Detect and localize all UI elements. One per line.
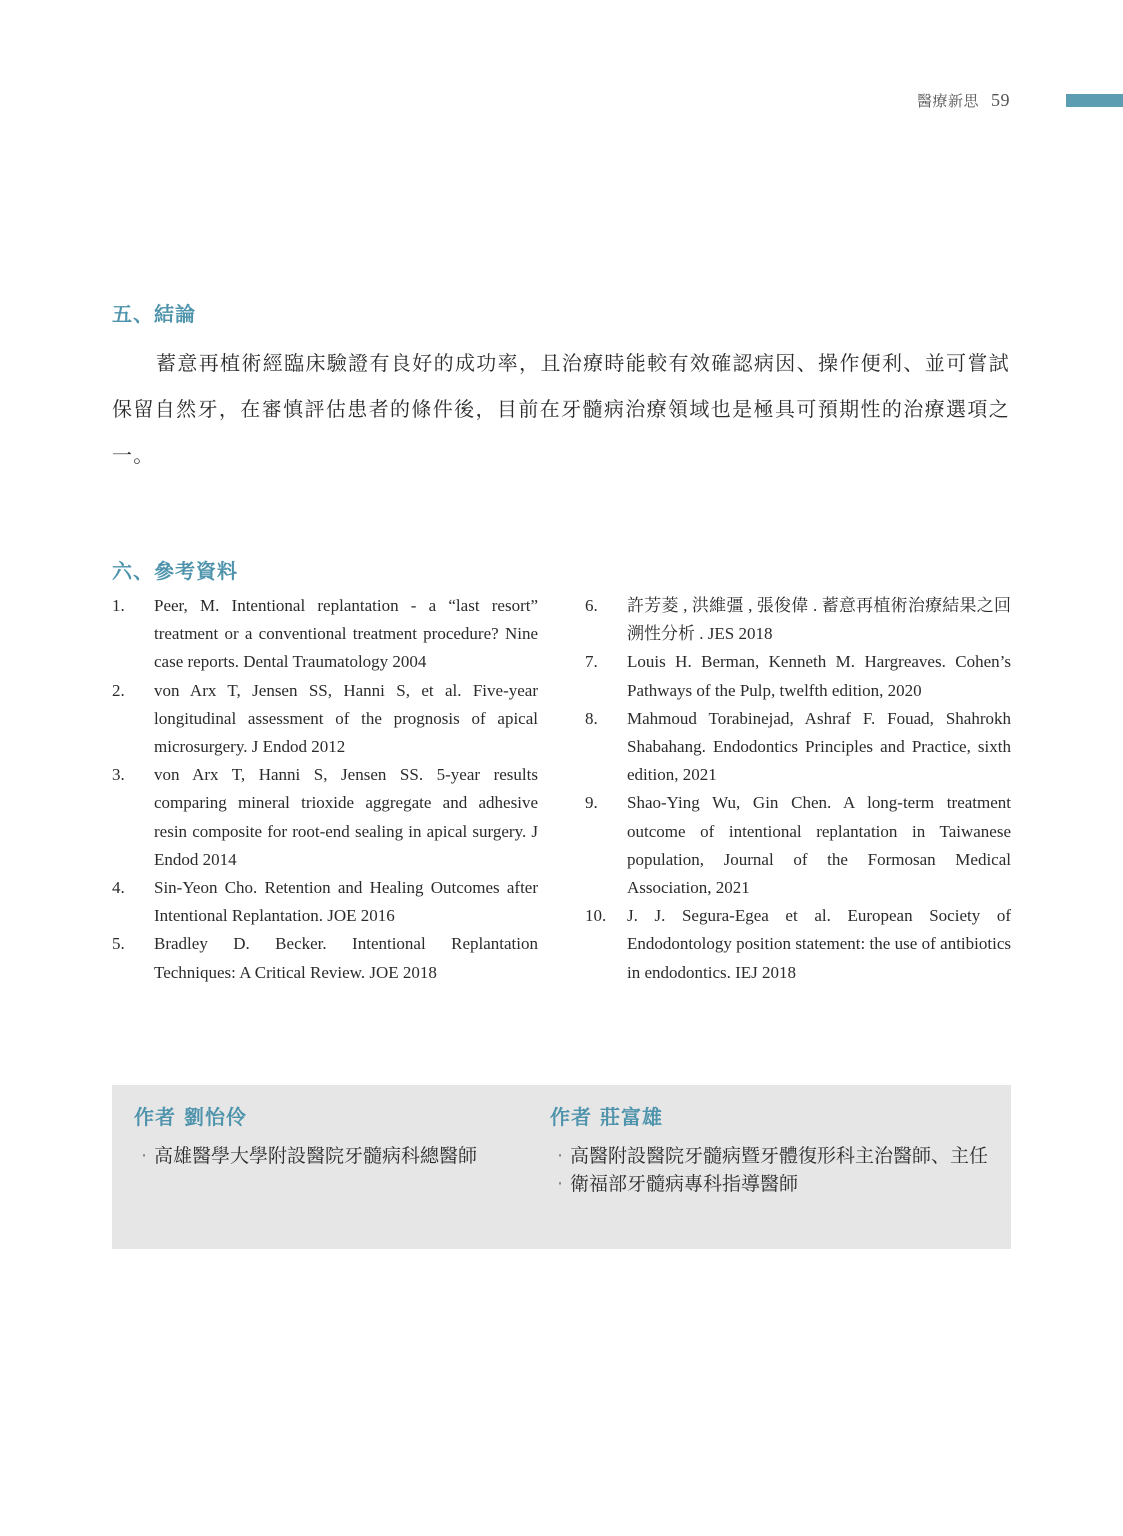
reference-text: Sin-Yeon Cho. Retention and Healing Outcomes after Intentional Replantation. JOE 2016: [154, 878, 538, 926]
author-title: 衛福部牙髓病專科指導醫師: [570, 1173, 799, 1195]
author-name: 作者 劉怡伶: [134, 1105, 247, 1129]
author-1: [134, 1101, 534, 1170]
author-title-item: [550, 1142, 1000, 1170]
conclusion-paragraph: 蓄意再植術經臨床驗證有良好的成功率，且治療時能較有效確認病因、操作便利、並可嘗試保留自然牙，在審慎評估患者的條件後，目前在牙髓病治療領域也是極具可預期性的治療選項之一。: [112, 351, 1010, 467]
reference-number: 8.: [585, 708, 598, 728]
reference-number: 6.: [585, 596, 598, 615]
reference-text: Shao-Ying Wu, Gin Chen. A long-term treatment outcome of intentional replantation in Taiwanese population, Journal of the Formosan Medical Association, 2021: [627, 793, 1011, 898]
reference-text: J. J. Segura-Egea et al. European Society of Endodontology position statement: the use of antibiotics in endodontics. IEJ 2018: [627, 906, 1011, 982]
conclusion-heading: 五、結論: [112, 302, 196, 326]
conclusion-body: [112, 340, 1010, 478]
reference-item: [585, 705, 1011, 790]
references-heading: 六、參考資料: [112, 559, 238, 583]
reference-text: von Arx T, Hanni S, Jensen SS. 5-year results comparing mineral trioxide aggregate and adhesive resin composite for root-end sealing in apical surgery. J Endod 2014: [154, 765, 538, 869]
reference-text: Bradley D. Becker. Intentional Replantation Techniques: A Critical Review. JOE 2018: [154, 934, 538, 982]
reference-number: 7.: [585, 652, 598, 672]
reference-item: [112, 677, 538, 762]
reference-item: [585, 789, 1011, 902]
author-title: 高醫附設醫院牙髓病暨牙體復形科主治醫師、主任: [570, 1145, 989, 1167]
reference-text: Louis H. Berman, Kenneth M. Hargreaves. Cohen’s Pathways of the Pulp, twelfth edition, 2020: [627, 652, 1011, 700]
reference-item: [112, 592, 538, 677]
reference-number: 9.: [585, 793, 598, 813]
author-title-item: [134, 1142, 534, 1170]
reference-number: 2.: [112, 680, 125, 700]
reference-number: 4.: [112, 878, 125, 898]
bullet-icon: ·: [556, 1173, 564, 1195]
reference-item: [112, 930, 538, 986]
reference-number: 5.: [112, 934, 125, 954]
author-info-box: [112, 1085, 1011, 1249]
author-title-item: [550, 1170, 1000, 1198]
reference-item: [585, 592, 1011, 648]
reference-item: [585, 902, 1011, 987]
reference-text: von Arx T, Jensen SS, Hanni S, et al. Five-year longitudinal assessment of the prognosis of apical microsurgery. J Endod 2012: [154, 680, 538, 757]
section-tab-bar: [1066, 94, 1123, 107]
author-name: 作者 莊富雄: [550, 1105, 663, 1129]
page-number: 59: [991, 90, 1010, 110]
reference-number: 10.: [585, 906, 607, 926]
reference-text: 許芳菱 , 洪維彊 , 張俊偉 . 蓄意再植術治療結果之回溯性分析 . JES 2018: [627, 596, 1011, 644]
reference-item: [585, 648, 1011, 704]
publication-title: 醫療新思: [916, 92, 979, 110]
reference-number: 3.: [112, 765, 125, 785]
reference-text: Peer, M. Intentional replantation - a “last resort” treatment or a conventional treatment procedure? Nine case reports. Dental Traumatology 2004: [154, 596, 538, 672]
reference-item: [112, 761, 538, 874]
references-column-right: [585, 592, 1011, 987]
reference-number: 1.: [112, 596, 125, 615]
running-head: [917, 90, 1010, 111]
bullet-icon: ·: [556, 1145, 564, 1167]
bullet-icon: ·: [140, 1145, 148, 1167]
author-title: 高雄醫學大學附設醫院牙髓病科總醫師: [154, 1145, 478, 1167]
reference-text: Mahmoud Torabinejad, Ashraf F. Fouad, Shahrokh Shabahang. Endodontics Principles and Practice, sixth edition, 2021: [627, 708, 1011, 785]
reference-item: [112, 874, 538, 930]
references-column-left: [112, 592, 538, 987]
author-2: [550, 1101, 1000, 1198]
